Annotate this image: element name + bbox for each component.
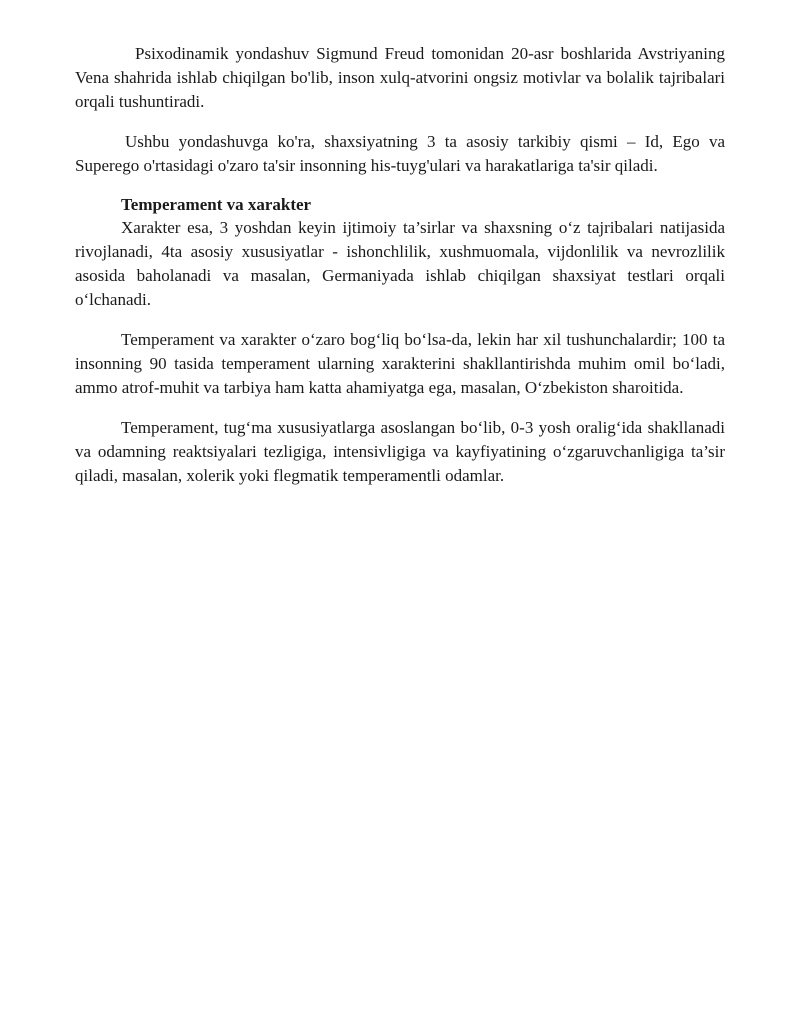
paragraph-temperament: Temperament, tug‘ma xususiyatlarga asoslangan bo‘lib, 0-3 yosh oralig‘ida shakllanadi va odamning reaktsiyalari tezligiga, intensivligiga va kayfiyatining o‘zgaruvchanligiga ta’sir qiladi, masalan, xolerik yoki flegmatik temperamentli odamlar. <box>75 418 725 485</box>
paragraph-id-ego-superego: Ushbu yondashuvga ko'ra, shaxsiyatning 3 ta asosiy tarkibiy qismi – Id, Ego va Superego o'rtasidagi o'zaro ta'sir insonning his-tuyg'ulari va harakatlariga ta'sir qiladi. <box>75 132 725 175</box>
paragraph-temperament-and-character: Temperament va xarakter o‘zaro bog‘liq bo‘lsa-da, lekin har xil tushunchalardir; 100 ta insonning 90 tasida temperament ularning xarakterini shakllantirishda muhim omil bo‘ladi, ammo atrof-muhit va tarbiya ham katta ahamiyatga ega, masalan, O‘zbekiston sharoitida. <box>75 330 725 397</box>
paragraph-psychodynamic-approach: Psixodinamik yondashuv Sigmund Freud tomonidan 20-asr boshlarida Avstriyaning Vena shahrida ishlab chiqilgan bo'lib, inson xulq-atvorini ongsiz motivlar va bolalik tajribalari orqali tushuntiradi. <box>75 44 725 111</box>
document-page <box>75 42 725 488</box>
section-heading: Temperament va xarakter <box>121 195 312 214</box>
paragraph-character: Xarakter esa, 3 yoshdan keyin ijtimoiy ta’sirlar va shaxsning o‘z tajribalari natijasida rivojlanadi, 4ta asosiy xususiyatlar - ishonchlilik, xushmuomala, vijdonlilik va nevrozlilik asosida baholanadi va masalan, Germaniyada ishlab chiqilgan shaxsiyat testlari orqali o‘lchanadi. <box>75 218 725 309</box>
